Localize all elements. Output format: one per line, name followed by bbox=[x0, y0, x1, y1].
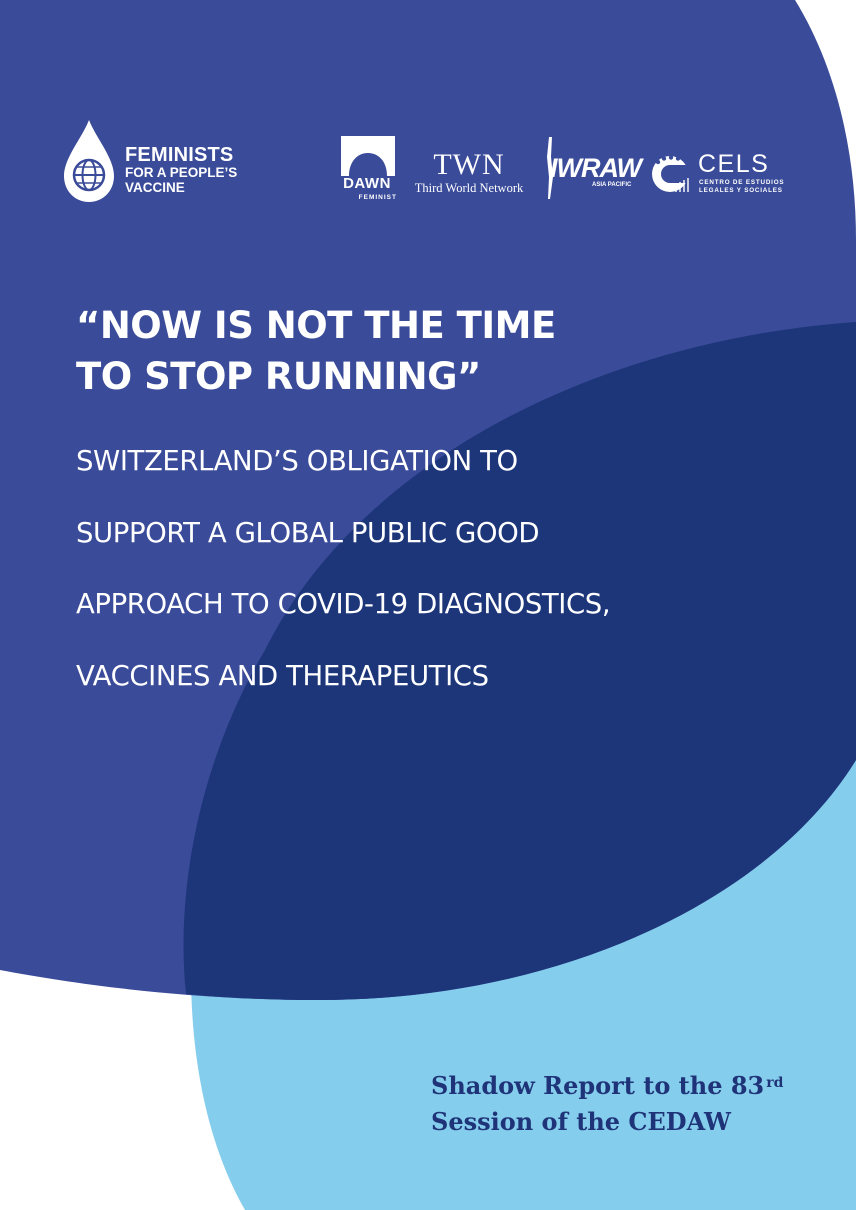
report-title bbox=[76, 300, 556, 402]
twn-name: TWN bbox=[433, 148, 505, 181]
shadow-report-line2: Session of the CEDAW bbox=[431, 1107, 731, 1136]
globe-droplet-icon bbox=[62, 118, 116, 204]
iwraw-asia-pacific-logo bbox=[540, 137, 641, 201]
subtitle-line2: SUPPORT A GLOBAL PUBLIC GOOD bbox=[76, 516, 540, 549]
cels-name: CELS bbox=[698, 150, 770, 178]
subtitle-line3: APPROACH TO COVID-19 DIAGNOSTICS, bbox=[76, 588, 611, 620]
report-title-line1: “NOW IS NOT THE TIME bbox=[76, 304, 556, 347]
iwraw-name: IWRAW bbox=[550, 153, 641, 183]
report-subtitle bbox=[76, 426, 610, 712]
ffpv-line1: FEMINISTS bbox=[125, 144, 234, 166]
dawn-arch-icon bbox=[341, 136, 395, 176]
dawn-feminist-logo bbox=[337, 136, 397, 206]
cels-circle-icon bbox=[650, 154, 694, 194]
shadow-report-line1 bbox=[431, 1068, 783, 1104]
cels-sub bbox=[699, 179, 784, 195]
ffpv-line2: FOR A PEOPLE’S bbox=[125, 165, 238, 180]
subtitle-line1: SWITZERLAND’S OBLIGATION TO bbox=[76, 445, 518, 477]
cels-sub-line2: LEGALES Y SOCIALES bbox=[699, 186, 783, 194]
subtitle-line4: VACCINES AND THERAPEUTICS bbox=[76, 659, 489, 692]
dawn-sub: FEMINIST bbox=[358, 194, 397, 201]
dawn-name: DAWN bbox=[343, 175, 391, 192]
cels-sub-line1: CENTRO DE ESTUDIOS bbox=[699, 179, 785, 186]
feminists-for-a-peoples-vaccine-logo bbox=[62, 118, 262, 208]
shadow-report-line1-text: Shadow Report to the 83 bbox=[431, 1071, 765, 1100]
iwraw-sub: ASIA PACIFIC bbox=[592, 182, 632, 188]
report-title-line2: TO STOP RUNNING” bbox=[76, 355, 481, 398]
twn-logo bbox=[410, 150, 528, 200]
twn-sub: Third World Network bbox=[414, 181, 524, 195]
cels-logo bbox=[650, 152, 790, 198]
shadow-report-label bbox=[431, 1068, 783, 1140]
ffpv-line3: VACCINE bbox=[125, 179, 185, 195]
shadow-report-ordinal: rd bbox=[766, 1075, 784, 1091]
